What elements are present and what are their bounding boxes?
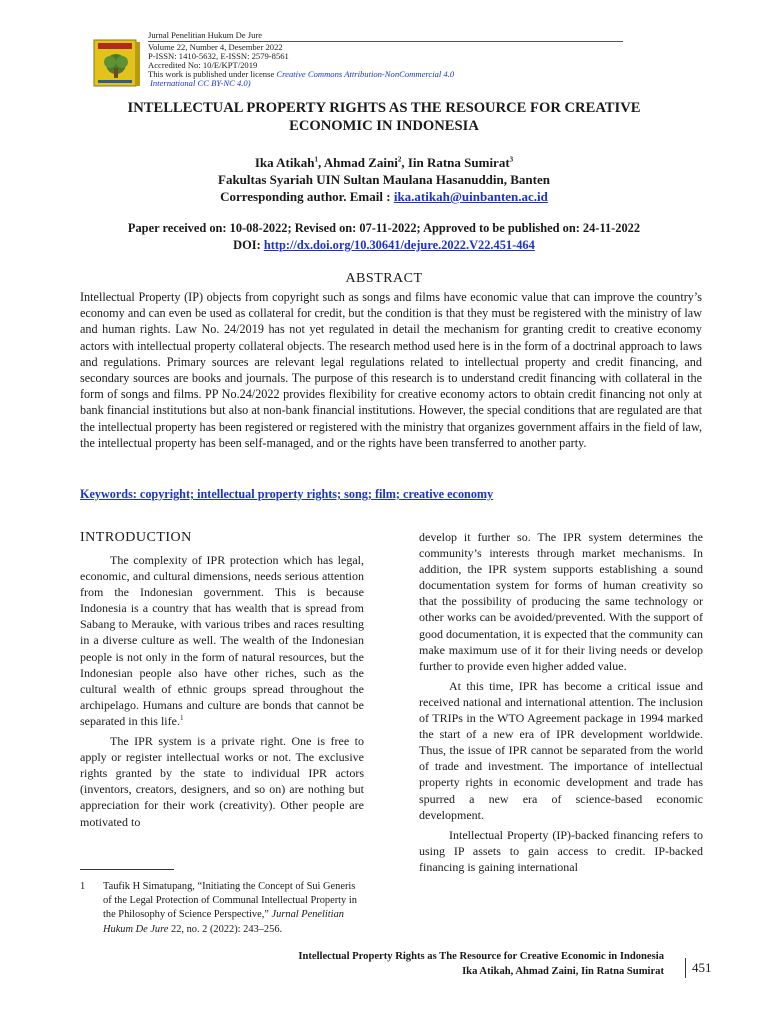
footnote-number: 1 — [80, 881, 86, 892]
doi-label: DOI: — [233, 238, 264, 252]
license-link[interactable]: Creative Commons Attribution-NonCommercial 4.0 — [276, 69, 455, 79]
article-title-line2: ECONOMIC IN INDONESIA — [289, 118, 479, 134]
author-1: Ika Atikah — [254, 155, 315, 170]
intro-paragraph-2: The IPR system is a private right. One is free to apply or register intellectual works or not. The exclusive rights granted by the state to individual IPR actors (inventors, creators, designers, and so on) are nothing but appreciation for their work (creativity). Other people are motivated to — [80, 734, 364, 829]
running-footer — [104, 950, 664, 979]
running-footer-authors: Ika Atikah, Ahmad Zaini, Iin Ratna Sumirat — [462, 965, 664, 977]
authors: Ika Atikah$^1$, Ahmad Zaini$^2$, Iin Ratna Sumirat$^3$ — [254, 155, 514, 170]
journal-accreditation: Accredited No: 10/E/KPT/2019 — [148, 60, 258, 70]
author-2-sup: 2 — [397, 155, 402, 164]
license-text: This work is published under license — [148, 69, 277, 79]
article-title-line1: INTELLECTUAL PROPERTY RIGHTS AS THE RESOURCE FOR CREATIVE — [127, 100, 641, 116]
affiliation: Fakultas Syariah UIN Sultan Maulana Hasanuddin, Banten — [218, 172, 550, 187]
left-column — [80, 552, 364, 830]
article-title — [60, 99, 708, 135]
footnote-text-before: Taufik H Simatupang, “Initiating the Concept of Sui Generis of the Legal Protection of Communal Intellectual Property in the Philosophy of Science Perspective,” — [103, 881, 357, 921]
journal-volume: Volume 22, Number 4, Desember 2022 — [148, 42, 283, 52]
author-2: Ahmad Zaini — [323, 155, 398, 170]
intro-paragraph-4: At this time, IPR has become a critical issue and received national and international attention. The inclusion of TRIPs in the WTO Agreement package in 1994 marked the start of a new era of IPR development worldwide. Thus, the issue of IPR cannot be separated from the world of trade and investment. The importance of intellectual property rights in economic development and trade has spurred a new era of science-based economic development. — [419, 678, 703, 822]
corresponding-email-link[interactable]: ika.atikah@uinbanten.ac.id — [393, 189, 548, 204]
footer-divider — [685, 958, 686, 978]
footnote-text-after: 22, no. 2 (2022): 243–256. — [168, 923, 283, 935]
corresponding-label: Corresponding author. Email : — [220, 189, 394, 204]
doi-link[interactable]: http://dx.doi.org/10.30641/dejure.2022.V22.451-464 — [263, 238, 535, 252]
journal-issn: P-ISSN: 1410-5632, E-ISSN: 2579-8561 — [148, 51, 289, 61]
footnote-journal: Jurnal Penelitian Hukum De Jure — [103, 909, 344, 935]
journal-cover-image — [92, 38, 142, 88]
author-3: Iin Ratna Sumirat — [407, 155, 510, 170]
footnote-ref-1[interactable]: 1 — [179, 713, 184, 722]
journal-name: Jurnal Penelitian Hukum De Jure — [148, 30, 263, 40]
intro-paragraph-5: Intellectual Property (IP)-backed financing refers to using IP assets to gain access to credit. IP-backed financing is gaining international — [419, 827, 703, 874]
footnote-rule — [80, 869, 174, 870]
abstract-heading: ABSTRACT — [345, 271, 423, 286]
footnote-text — [103, 880, 365, 937]
intro-paragraph-3: develop it further so. The IPR system determines the community’s interests through market mechanisms. In addition, the IPR system supports establishing a sound documentation system for forms of human creativity so that the possibility of producing the same technology or other works can be avoided/prevented. With the support of good documentation, it is expected that the community can make maximum use of it for their living needs or develop further to provide even higher added value. — [419, 530, 703, 673]
page-number: 451 — [692, 960, 712, 975]
journal-cover-icon — [92, 38, 142, 88]
abstract-text: Intellectual Property (IP) objects from copyright such as songs and films have economic value that can improve the country’s economy and can even be used as collateral for credit, but the condition is that they must be registered with the ministry of law and human rights. Law No. 24/2019 has not yet regulated in detail the mechanism for granting credit to creative economy actors with intellectual property collateral objects. The research method used here is in the form of a doctrinal approach to laws and regulations. Primary sources are relevant legal regulations related to intellectual property and credit financing, and secondary sources are books and journals. The purpose of this research is to understand credit financing with collateral in the form of songs and films. PP No.24/2022 provides flexibility for creative economy actors to obtain credit financing not only at bank financial institutions but also at non-bank financial institutions. However, the special conditions that are regulated are that the intellectual property has been registered or registered with the ministry that organizes government affairs in the field of law, the intellectual property has been self-managed, and or the rights have been transferred to another party. — [80, 290, 702, 450]
intro-paragraph-1 — [80, 552, 364, 729]
license-link-cont[interactable]: International CC BY-NC 4.0) — [150, 78, 251, 88]
corresponding-author — [60, 188, 708, 205]
running-footer-title: Intellectual Property Rights as The Resource for Creative Economic in Indonesia — [298, 951, 664, 962]
author-3-sup: 3 — [509, 155, 514, 164]
paper-dates: Paper received on: 10-08-2022; Revised on: 07-11-2022; Approved to be published on: 24-11-2022 — [127, 221, 641, 235]
doi — [40, 237, 728, 254]
introduction-heading: INTRODUCTION — [80, 530, 192, 545]
journal-license-cont — [150, 79, 625, 89]
intro-paragraph-1-text: The complexity of IPR protection which has legal, economic, and cultural dimensions, needs serious attention from the Indonesian government. This is because Indonesia is a country that has wealth that is spread from Sabang to Merauke, with various tribes and races resulting in a diverse culture as well. The wealth of the Indonesian people is not only in the form of natural resources, but the Indonesian people also have other riches, such as the cultural wealth of ethnic groups spread throughout the archipelago. Humans and culture are bonds that cannot be separated in this life. — [80, 553, 364, 728]
right-column — [419, 529, 703, 875]
keywords: Keywords: copyright; intellectual property rights; song; film; creative economy — [80, 487, 494, 501]
author-1-sup: 1 — [314, 155, 318, 164]
